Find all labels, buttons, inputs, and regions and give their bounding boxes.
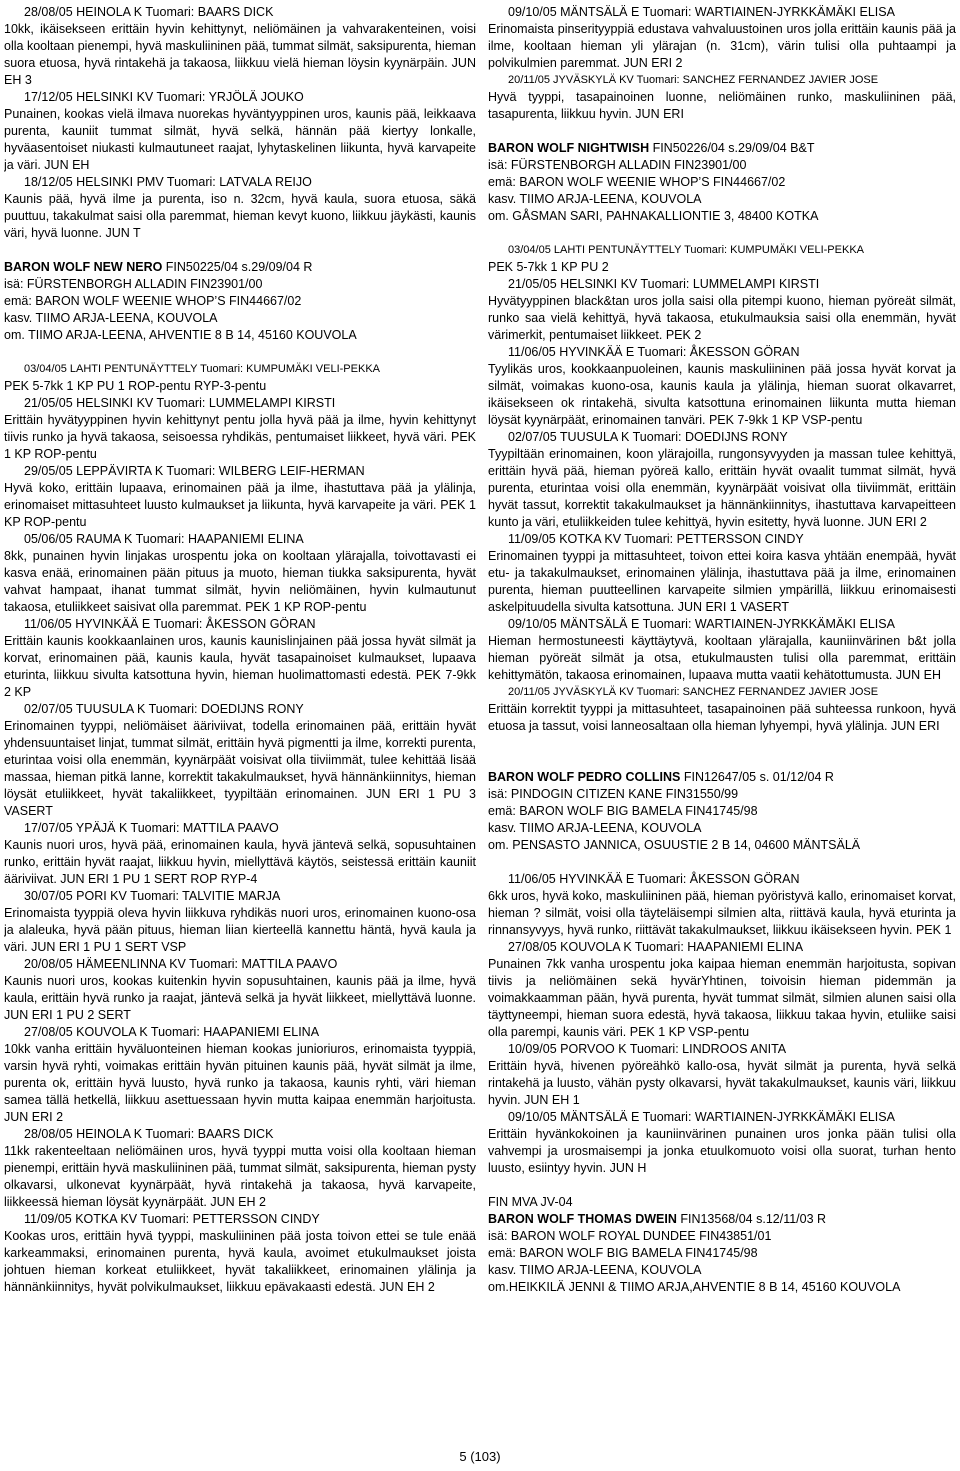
show-heading: 21/05/05 HELSINKI KV Tuomari: LUMMELAMPI KIRSTI xyxy=(24,396,336,410)
registration-info: FIN50225/04 s.29/09/04 R xyxy=(162,260,313,274)
text-paragraph: kasv. TIIMO ARJA-LEENA, KOUVOLA xyxy=(488,1263,702,1277)
text-paragraph: om. GÅSMAN SARI, PAHNAKALLIONTIE 3, 48400 KOTKA xyxy=(488,209,819,223)
right-column xyxy=(488,4,956,1424)
text-paragraph: Erittäin hyvätyyppinen hyvin kehittynyt pentu jolla hyvä pää ja ilme, hyvin kehittynyt tiivis runko ja hyvä takaosa, seisoessa ryhdikäs, pentumaiset liikkeet, hyvä väri. PEK 1 KP ROP-pentu xyxy=(4,413,476,461)
text-paragraph: kasv. TIIMO ARJA-LEENA, KOUVOLA xyxy=(488,192,702,206)
text-paragraph: Erittäin hyvä, hivenen pyöreähkö kallo-osa, hyvät silmät ja purenta, hyvä selkä rintakehä ja luusto, vähän pysty olkavarsi, hyvät takakulmaukset, kaunis väri, liikkuu hyvin. JUN EH 1 xyxy=(488,1059,956,1107)
text-paragraph: emä: BARON WOLF BIG BAMELA FIN41745/98 xyxy=(488,804,758,818)
spacer xyxy=(488,854,956,871)
show-heading: 09/10/05 MÄNTSÄLÄ E Tuomari: WARTIAINEN-JYRKKÄMÄKI ELISA xyxy=(508,1110,895,1124)
text-paragraph: Kookas uros, erittäin hyvä tyyppi, maskuliininen pää josta toivon ettei se tule enää karkeammaksi, erinomainen purenta, hyvä kaula, avoimet etukulmaukset joista johtuen hieman korkeat etuliikkeet, hyvät takaliikkeet, erinomainen ylälinja ja hännänkiinnitys, hyvät polvikulmaukset, liikkuu epävakaasti edestä. JUN EH 2 xyxy=(4,1229,476,1294)
text-paragraph: Hieman hermostuneesti käyttäytyvä, kooltaan ylärajalla, kauniinvärinen b&t jolla hieman pyöreät silmät ja otsa, etukulmausten tulisi olla paremmat, erittäin kehittymätön, takaosa erinomainen, lupaava mutta vaatii kehätottumusta. JUN EH xyxy=(488,634,956,682)
text-paragraph: emä: BARON WOLF WEENIE WHOP’S FIN44667/02 xyxy=(488,175,786,189)
text-paragraph: Punainen, kookas vielä ilmava nuorekas hyväntyyppinen uros, kaunis pää, leikkaava purenta, kauniit tummat silmät, hyvä selkä, hännän pää kiertyy lonkalle, hyväasentoiset niukasti kulmautuneet raajat, lyhytaskelinen liikunta, hyvä karvapeite ja väri. JUN EH xyxy=(4,107,476,172)
show-heading: 20/08/05 HÄMEENLINNA KV Tuomari: MATTILA PAAVO xyxy=(24,957,338,971)
text-paragraph: kasv. TIIMO ARJA-LEENA, KOUVOLA xyxy=(4,311,218,325)
spacer xyxy=(4,344,476,361)
spacer xyxy=(488,1177,956,1194)
text-paragraph: FIN MVA JV-04 xyxy=(488,1195,573,1209)
show-heading: 21/05/05 HELSINKI KV Tuomari: LUMMELAMPI KIRSTI xyxy=(508,277,820,291)
text-paragraph: isä: PINDOGIN CITIZEN KANE FIN31550/99 xyxy=(488,787,739,801)
text-paragraph: Erinomaista tyyppiä oleva hyvin liikkuva ryhdikäs nuori uros, erinomainen kuono-osa ja alaleuka, hyvä pään pituus, hieman liian kierteellä kannettu häntä, hyvä kaula ja väri. JUN ERI 1 PU 1 SERT VSP xyxy=(4,906,476,954)
registration-info: FIN13568/04 s.12/11/03 R xyxy=(676,1212,827,1226)
dog-entry-heading xyxy=(488,769,956,786)
text-paragraph: Erinomainen tyyppi ja mittasuhteet, toivon ettei koira kasva yhtään enempää, hyvät etu- ja takakulmaukset, erinomainen ylälinja, ihastuttava pää ja ilme, erinomainen purenta, hieman puutteellinen karvapeite silmien ympärillä, liikkuu erinomaisesti askelpituudella sivulta katsottuna. JUN ERI 1 VASERT xyxy=(488,549,956,614)
spacer xyxy=(488,123,956,140)
show-heading: 20/11/05 JYVÄSKYLÄ KV Tuomari: SANCHEZ FERNANDEZ JAVIER JOSE xyxy=(508,686,879,698)
show-heading: 30/07/05 PORI KV Tuomari: TALVITIE MARJA xyxy=(24,889,281,903)
show-heading: 11/06/05 HYVINKÄÄ E Tuomari: ÅKESSON GÖRAN xyxy=(24,617,316,631)
show-heading: 02/07/05 TUUSULA K Tuomari: DOEDIJNS RONY xyxy=(24,702,304,716)
show-heading: 11/06/05 HYVINKÄÄ E Tuomari: ÅKESSON GÖRAN xyxy=(508,872,800,886)
dog-name: BARON WOLF THOMAS DWEIN xyxy=(488,1212,677,1226)
registration-info: FIN50226/04 s.29/09/04 B&T xyxy=(649,141,815,155)
text-paragraph: om. TIIMO ARJA-LEENA, AHVENTIE 8 B 14, 45160 KOUVOLA xyxy=(4,328,357,342)
show-heading: 09/10/05 MÄNTSÄLÄ E Tuomari: WARTIAINEN-JYRKKÄMÄKI ELISA xyxy=(508,5,895,19)
text-paragraph: Kaunis pää, hyvä ilme ja purenta, iso n. 32cm, hyvä kaula, suora etuosa, säkä puuttuu, takakulmat saisi olla paremmat, hieman kevyt kuono, liikkuu jäykästi, kaunis väri, hyvä luonne. JUN T xyxy=(4,192,476,240)
show-heading: 11/09/05 KOTKA KV Tuomari: PETTERSSON CINDY xyxy=(24,1212,320,1226)
text-paragraph: Kaunis nuori uros, kookas kuitenkin hyvin sopusuhtainen, kaunis pää ja ilme, hyvä kaula, erittäin hyvä runko ja raajat, jäntevä selkä ja hyvät liikkeet, miellyttävä luonne. JUN ERI 1 PU 2 SERT xyxy=(4,974,476,1022)
text-paragraph: 11kk rakenteeltaan neliömäinen uros, hyvä tyyppi mutta voisi olla kooltaan hieman pienempi, erittäin hyvä maskuliininen pää, tummat silmät, saksipurenta, hieman pysty olkavarsi, ulkonevat kyynärpäät, hyvä rintakehä ja takaosa, hyvä karvapeite, liikkeessä hieman löysät kyynärpäät. JUN EH 2 xyxy=(4,1144,476,1209)
show-heading: 05/06/05 RAUMA K Tuomari: HAAPANIEMI ELINA xyxy=(24,532,304,546)
dog-name: BARON WOLF NIGHTWISH xyxy=(488,141,650,155)
show-heading: 03/04/05 LAHTI PENTUNÄYTTELY Tuomari: KUMPUMÄKI VELI-PEKKA xyxy=(508,244,864,256)
show-heading: 17/12/05 HELSINKI KV Tuomari: YRJÖLÄ JOUKO xyxy=(24,90,304,104)
text-paragraph: kasv. TIIMO ARJA-LEENA, KOUVOLA xyxy=(488,821,702,835)
text-paragraph: om. PENSASTO JANNICA, OSUUSTIE 2 B 14, 04600 MÄNTSÄLÄ xyxy=(488,838,861,852)
dog-entry-heading xyxy=(4,259,476,276)
show-heading: 28/08/05 HEINOLA K Tuomari: BAARS DICK xyxy=(24,5,274,19)
dog-entry-heading xyxy=(488,1211,956,1228)
left-column xyxy=(4,4,476,1424)
show-heading: 11/06/05 HYVINKÄÄ E Tuomari: ÅKESSON GÖRAN xyxy=(508,345,800,359)
show-heading: 11/09/05 KOTKA KV Tuomari: PETTERSSON CINDY xyxy=(508,532,804,546)
text-paragraph: Kaunis nuori uros, hyvä pää, erinomainen kaula, hyvä jäntevä selkä, sopusuhtainen runko, erittäin hyvät raajat, liikkuu hyvin, miellyttävä käytös, seistessä erittäin kauniit ääriviivat. JUN ERI 1 PU 1 SERT ROP RYP-4 xyxy=(4,838,476,886)
show-heading: 29/05/05 LEPPÄVIRTA K Tuomari: WILBERG LEIF-HERMAN xyxy=(24,464,365,478)
text-paragraph: Hyvätyyppinen black&tan uros jolla saisi olla pitempi kuono, hieman pyöreät silmät, runko saa vielä kehittyä, hyvä takaosa, etukulmauksia saisi olla enemmän, hyvät värimerkit, pentumaiset liikkeet. PEK 2 xyxy=(488,294,956,342)
registration-info: FIN12647/05 s. 01/12/04 R xyxy=(680,770,834,784)
text-paragraph: emä: BARON WOLF BIG BAMELA FIN41745/98 xyxy=(488,1246,758,1260)
text-paragraph: Hyvä koko, erittäin lupaava, erinomainen pää ja ilme, ihastuttava pää ja ylälinja, erinomaiset mittasuhteet luusto kulmaukset ja liikunta, hyvä karvapeite ja väri. PEK 1 KP ROP-pentu xyxy=(4,481,476,529)
text-paragraph: om.HEIKKILÄ JENNI & TIIMO ARJA,AHVENTIE 8 B 14, 45160 KOUVOLA xyxy=(488,1280,901,1294)
show-heading: 28/08/05 HEINOLA K Tuomari: BAARS DICK xyxy=(24,1127,274,1141)
text-paragraph: Erittäin hyvänkokoinen ja kauniinvärinen punainen uros jonka pään tulisi olla vahvempi ja urosmaisempi ja jonka etuulkomuoto voisi olla suorat, turhan hento luusto, esiintyy hyvin. JUN H xyxy=(488,1127,956,1175)
text-paragraph: emä: BARON WOLF WEENIE WHOP’S FIN44667/02 xyxy=(4,294,302,308)
page-number: 5 (103) xyxy=(459,1449,501,1464)
show-heading: 20/11/05 JYVÄSKYLÄ KV Tuomari: SANCHEZ FERNANDEZ JAVIER JOSE xyxy=(508,74,879,86)
show-heading: 18/12/05 HELSINKI PMV Tuomari: LATVALA REIJO xyxy=(24,175,312,189)
dog-name: BARON WOLF NEW NERO xyxy=(4,260,163,274)
text-paragraph: 6kk uros, hyvä koko, maskuliininen pää, hieman pyöristyvä kallo, erinomaiset korvat, hieman ? silmät, voisi olla täyteläisempi silmien alta, riittävä kaula, hyvä eturinta ja rinnansyvyys, hyvä runko, riittävät takakulmaukset, liikkuu ikäisekseen hyvin. PEK 1 xyxy=(488,889,956,937)
text-paragraph: isä: FÜRSTENBORGH ALLADIN FIN23901/00 xyxy=(488,158,747,172)
show-heading: 10/09/05 PORVOO K Tuomari: LINDROOS ANITA xyxy=(508,1042,787,1056)
text-paragraph: Erinomaista pinserityyppiä edustava vahvaluustoinen uros jolla erittäin kaunis pää ja ilme, kooltaan hieman yli ylärajan (n. 31cm), värin tulisi olla puhtaampi ja polvikulmien paremmat. JUN ERI 2 xyxy=(488,22,956,70)
text-paragraph: PEK 5-7kk 1 KP PU 1 ROP-pentu RYP-3-pentu xyxy=(4,379,267,393)
spacer xyxy=(488,752,956,769)
text-paragraph: Erittäin korrektit tyyppi ja mittasuhteet, tasapainoinen pää suhteessa runkoon, hyvä etuosa ja tassut, voisi lanneosaltaan olla hieman lyhyempi, hyvä ylälinja. JUN ERI xyxy=(488,702,956,733)
text-paragraph: Erittäin kaunis kookkaanlainen uros, kaunis kaunislinjainen pää jossa hyvät silmät ja korvat, erinomainen pää, kaunis kaula, hyvät tasapainoiset kulmaukset, lupaava eturinta, liikkuu sivulta katsottuna hyvin, hieman huolimattomasti edestä. PEK 7-9kk 2 KP xyxy=(4,634,476,699)
show-heading: 09/10/05 MÄNTSÄLÄ E Tuomari: WARTIAINEN-JYRKKÄMÄKI ELISA xyxy=(508,617,895,631)
show-heading: 02/07/05 TUUSULA K Tuomari: DOEDIJNS RONY xyxy=(508,430,788,444)
text-paragraph: Erinomainen tyyppi, neliömäiset ääriviivat, todella erinomainen pää, erittäin hyvät yhdensuuntaiset linjat, tummat silmät, erittäin hyvä pigmentti ja ilme, korrekti purenta, eturintaa voisi olla enemmän, kyynärpäät voisivat olla tiiviimmät, tulee kehittää lisää massaa, hieman pitkä lanne, korrektit takakulmaukset, hyvä hännänkiinnitys, hieman löysät etuliikkeet, hyvät takaliikkeet, tyypiltään erinomainen. JUN ERI 1 PU 3 VASERT xyxy=(4,719,476,818)
show-heading: 03/04/05 LAHTI PENTUNÄYTTELY Tuomari: KUMPUMÄKI VELI-PEKKA xyxy=(24,363,380,375)
text-paragraph: isä: FÜRSTENBORGH ALLADIN FIN23901/00 xyxy=(4,277,263,291)
text-paragraph: 10kk, ikäisekseen erittäin hyvin kehittynyt, neliömäinen ja vahvarakenteinen, voisi olla kooltaan pienempi, hyvä maskuliininen pää, tummat silmät, saksipurenta, hieman suora etuosa, hyvä rintakehä ja takaosa, liikkuu vielä hieman löysin kyynärpäin. JUN EH 3 xyxy=(4,22,476,87)
spacer xyxy=(4,242,476,259)
text-paragraph: Tyylikäs uros, kookkaanpuoleinen, kaunis maskuliininen pää jossa hyvät korvat ja silmät, voimakas kuono-osa, kaunis kaula ja ylälinja, hieman suorat olkavarret, ikäisekseen ok rintakehä, sivulta katsottuna erinomainen liikunta mutta hieman löysät kyynärpäät, erinomainen tanväri. PEK 7-9kk 1 KP VSP-pentu xyxy=(488,362,956,427)
text-paragraph: Punainen 7kk vanha urospentu joka kaipaa hieman enemmän harjoitusta, sopivan tiivis ja neliömäinen sekä hyvärYhtinen, toivoisin hieman pidemmän ja voimakkaamman pään, hyvä purenta, hyvät tummat silmät, silmien alunen saisi olla täyttyneempi, hieman suora edestä, hyvä takaosa, liikkuu takaa hyvin, etuliike saisi olla parempi, kaunis väri. PEK 1 KP VSP-pentu xyxy=(488,957,956,1039)
dog-name: BARON WOLF PEDRO COLLINS xyxy=(488,770,681,784)
spacer xyxy=(488,735,956,752)
show-heading: 27/08/05 KOUVOLA K Tuomari: HAAPANIEMI ELINA xyxy=(508,940,804,954)
text-paragraph: isä: BARON WOLF ROYAL DUNDEE FIN43851/01 xyxy=(488,1229,772,1243)
spacer xyxy=(488,225,956,242)
text-paragraph: PEK 5-7kk 1 KP PU 2 xyxy=(488,260,609,274)
show-heading: 17/07/05 YPÄJÄ K Tuomari: MATTILA PAAVO xyxy=(24,821,279,835)
text-paragraph: Hyvä tyyppi, tasapainoinen luonne, neliömäinen runko, maskuliininen pää, tasapurenta, liikkuu hyvin. JUN ERI xyxy=(488,90,956,121)
text-paragraph: 8kk, punainen hyvin linjakas urospentu joka on kooltaan ylärajalla, toivottavasti ei kasva enää, erinomainen pään pituus ja muoto, hieman tiukka saksipurenta, hyvät vahvat hampaat, ihanat tummat silmät, hyvin neliömäinen, hyvin kulmautunut takaosa, etuliikkeet saisivat olla paremmat. PEK 1 KP ROP-pentu xyxy=(4,549,476,614)
dog-entry-heading xyxy=(488,140,956,157)
show-heading: 27/08/05 KOUVOLA K Tuomari: HAAPANIEMI ELINA xyxy=(24,1025,320,1039)
text-paragraph: Tyypiltään erinomainen, koon ylärajoilla, rungonsyvyyden ja massan tulee kehittyä, erittäin hyvä pää, hieman pyöreä kallo, erittäin hyvät ovaalit tummat silmät, hyvä purenta, eturintaa voisi olla enemmän, kyynärpäät voisivat olla tiiviimmät, erittäin hyvät tassut, korrektit takakulmaukset ja hännänkiinnitys, ihastuttava karvapeitteen kunto ja väri, etuliikkeiden tulee kehittyä, hyvin esitetty, hyvä luonne. JUN ERI 2 xyxy=(488,447,956,529)
text-paragraph: 10kk vanha erittäin hyväluonteinen hieman kookas junioriuros, erinomaista tyyppiä, varsin hyvä ryhti, voimakas erittäin hyvän pituinen kaunis pää, hyvät silmät ja ilme, purenta ok, erittäin hyvä luusto, hyvä runko ja takaosa, kaunis ryhti, väri hieman samea tällä hetkellä, liikkuu asettuessaan hyvin mutta kaipaa enemmän harjoitusta. JUN ERI 2 xyxy=(4,1042,476,1124)
